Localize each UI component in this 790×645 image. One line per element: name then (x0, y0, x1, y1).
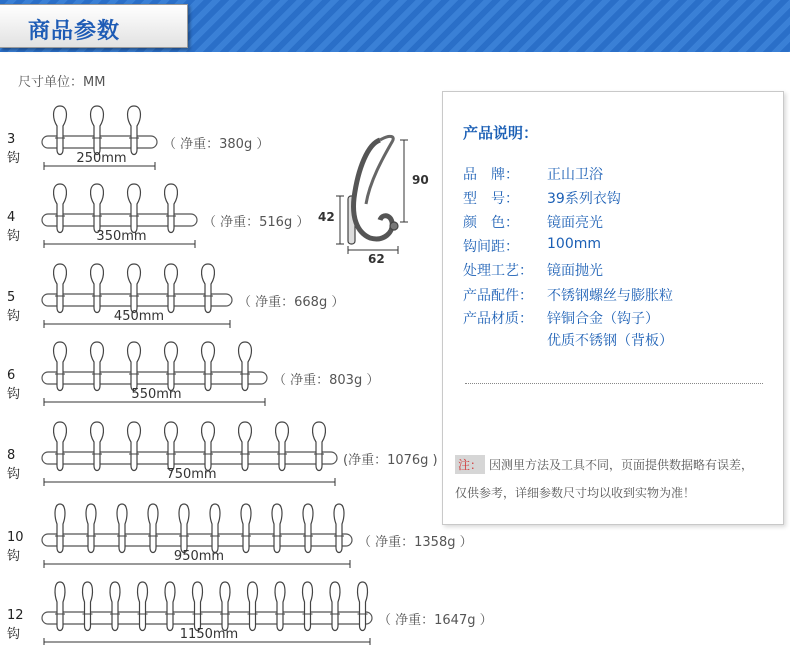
note-line-2: 仅供参考，详细参数尺寸均以收到实物为准！ (455, 486, 696, 500)
page-title: 商品参数 (28, 19, 121, 44)
spec-model (463, 188, 621, 208)
spec-brand (463, 164, 603, 184)
spec-process (463, 260, 603, 280)
note-line-1: 因测里方法及工具不同，页面提供数据略有误差， (489, 458, 754, 472)
spec-value: 优质不锈钢（背板） (547, 333, 673, 349)
single-hook-drawing (330, 128, 430, 268)
spec-key: 产品材质： (463, 311, 533, 327)
backplate (42, 452, 337, 464)
spec-title: 产品说明： (463, 124, 539, 142)
hook-icon (220, 582, 230, 631)
spec-key: 产品配件： (463, 288, 533, 304)
spec-accessories (463, 285, 673, 305)
hook-icon (117, 504, 127, 553)
hook-icon (241, 504, 251, 553)
rack-weight: （ 净重：1647g ） (378, 613, 493, 628)
spec-panel (442, 91, 784, 525)
rack-label: 5钩 (7, 290, 21, 324)
header-tab (0, 4, 188, 48)
rack-weight: （ 净重：1358g ） (358, 535, 473, 550)
hook-icon (358, 582, 368, 631)
hook-icon (83, 582, 93, 631)
backplate (42, 372, 267, 384)
spec-value: 正山卫浴 (547, 167, 603, 183)
rack-label: 8钩 (7, 448, 21, 482)
hook-icon (138, 582, 148, 631)
hook-icon (275, 582, 285, 631)
hook-icon (303, 582, 313, 631)
rack-label: 3钩 (7, 132, 21, 166)
spec-key: 处理工艺： (463, 263, 533, 279)
divider (465, 383, 763, 384)
rack-label: 4钩 (7, 210, 21, 244)
hook-icon (55, 504, 65, 553)
hook-icon (248, 582, 258, 631)
rack-length: 1150mm (179, 627, 239, 642)
spec-color (463, 212, 603, 232)
hook-width-label: 62 (368, 252, 385, 266)
spec-value: 镜面亮光 (547, 215, 603, 231)
hook-height-label: 90 (412, 173, 429, 187)
rack-label: 6钩 (7, 368, 21, 402)
spec-key: 型 号： (463, 191, 519, 207)
rack-weight: （ 净重：803g ） (273, 373, 380, 388)
hook-icon (330, 582, 340, 631)
spec-key: 品 牌： (463, 167, 519, 183)
spec-spacing (463, 236, 601, 256)
hook-icon (165, 582, 175, 631)
spec-value: 100mm (547, 236, 601, 252)
hook-icon (55, 582, 65, 631)
rack-length: 550mm (131, 387, 182, 402)
hook-icon (110, 582, 120, 631)
hook-icon (148, 504, 158, 553)
spec-value: 不锈钢螺丝与膨胀粒 (547, 288, 673, 304)
hook-icon (272, 504, 282, 553)
rack-weight: （ 净重：668g ） (238, 295, 345, 310)
hook-icon (193, 582, 203, 631)
spec-material (463, 308, 659, 328)
unit-label: 尺寸单位：MM (18, 75, 106, 90)
rack-weight: (净重：1076g ) (343, 453, 438, 468)
rack-weight: （ 净重：380g ） (163, 137, 270, 152)
rack-label: 10钩 (7, 530, 24, 564)
hook-depth-label: 42 (318, 210, 335, 224)
rack-length: 450mm (113, 309, 165, 324)
rack-label: 12钩 (7, 608, 24, 642)
hook-icon (179, 504, 189, 553)
note-tag: 注： (455, 455, 485, 474)
hook-icon (210, 504, 220, 553)
hook-icon (86, 504, 96, 553)
hook-icon (334, 504, 344, 553)
rack-weight: （ 净重：516g ） (203, 215, 310, 230)
spec-value: 39系列衣钩 (547, 191, 621, 207)
spec-value: 锌铜合金（钩子） (547, 311, 659, 327)
spec-key: 钩间距： (463, 239, 519, 255)
spec-value: 镜面抛光 (547, 263, 603, 279)
rack-length: 250mm (76, 151, 127, 166)
rack-length: 750mm (166, 467, 217, 482)
rack-length: 350mm (96, 229, 147, 244)
rack-length: 950mm (173, 549, 225, 564)
hook-icon (303, 504, 313, 553)
spec-key: 颜 色： (463, 215, 519, 231)
